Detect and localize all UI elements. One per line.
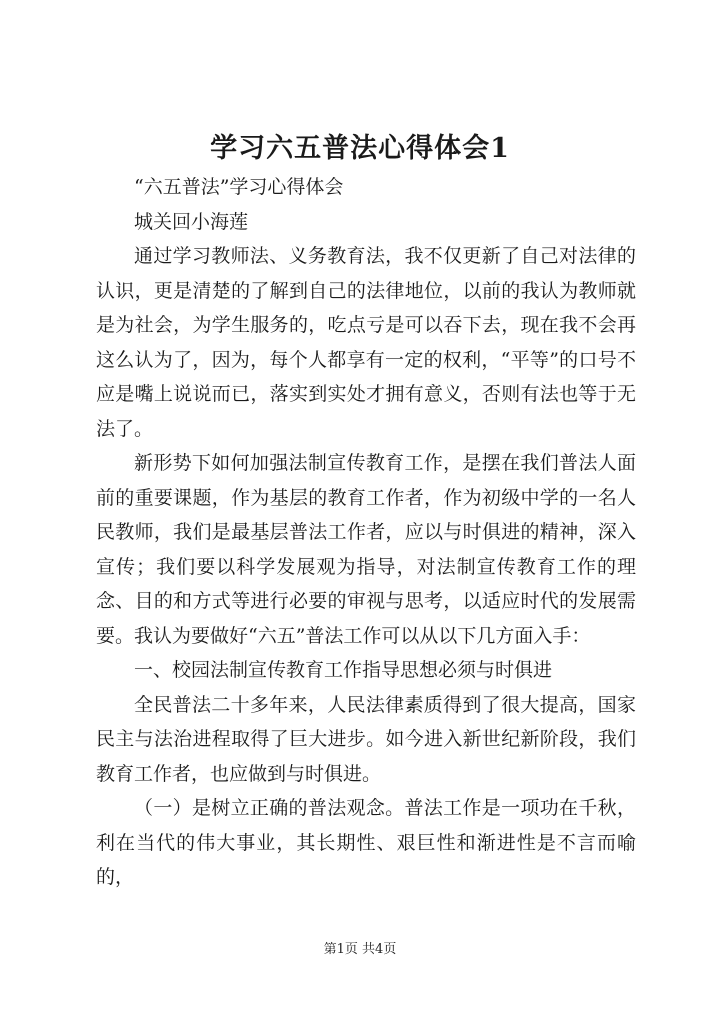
body-paragraph: 新形势下如何加强法制宣传教育工作，是摆在我们普法人面前的重要课题，作为基层的教育工作者，作为初级中学的一名人民教师，我们是最基层普法工作者，应以与时俱进的精神，深入宣传；我们要以科学发展观为指导，对法制宣传教育工作的理念、目的和方式等进行必要的审视与思考，以适应时代的发展需要。我认为要做好“六五”普法工作可以从以下几方面入手： xyxy=(96,452,636,647)
author-paragraph: 城关回小海莲 xyxy=(134,210,249,233)
section-heading: 一、校园法制宣传教育工作指导思想必须与时俱进 xyxy=(134,659,553,681)
body-paragraph: 通过学习教师法、义务教育法，我不仅更新了自己对法律的认识，更是清楚的了解到自己的法律地位，以前的我认为教师就是为社会，为学生服务的，吃点亏是可以吞下去，现在我不会再这么认为了，因为，每个人都享有一定的权利，“平等”的口号不应是嘴上说说而已，落实到实处才拥有意义，否则有法也等于无法了。 xyxy=(96,245,636,440)
body-paragraph: （一）是树立正确的普法观念。普法工作是一项功在千秋，利在当代的伟大事业，其长期性、艰巨性和渐进性是不言而喻的， xyxy=(96,797,636,888)
document-title: 学习六五普法心得体会1 xyxy=(210,133,510,164)
subtitle-paragraph: “六五普法”学习心得体会 xyxy=(134,176,344,198)
document-body xyxy=(96,170,636,895)
body-paragraph: 全民普法二十多年来，人民法律素质得到了很大提高，国家民主与法治进程取得了巨大进步。如今进入新世纪新阶段，我们教育工作者，也应做到与时俱进。 xyxy=(96,693,636,785)
page-number: 第1页 共4页 xyxy=(323,942,397,957)
